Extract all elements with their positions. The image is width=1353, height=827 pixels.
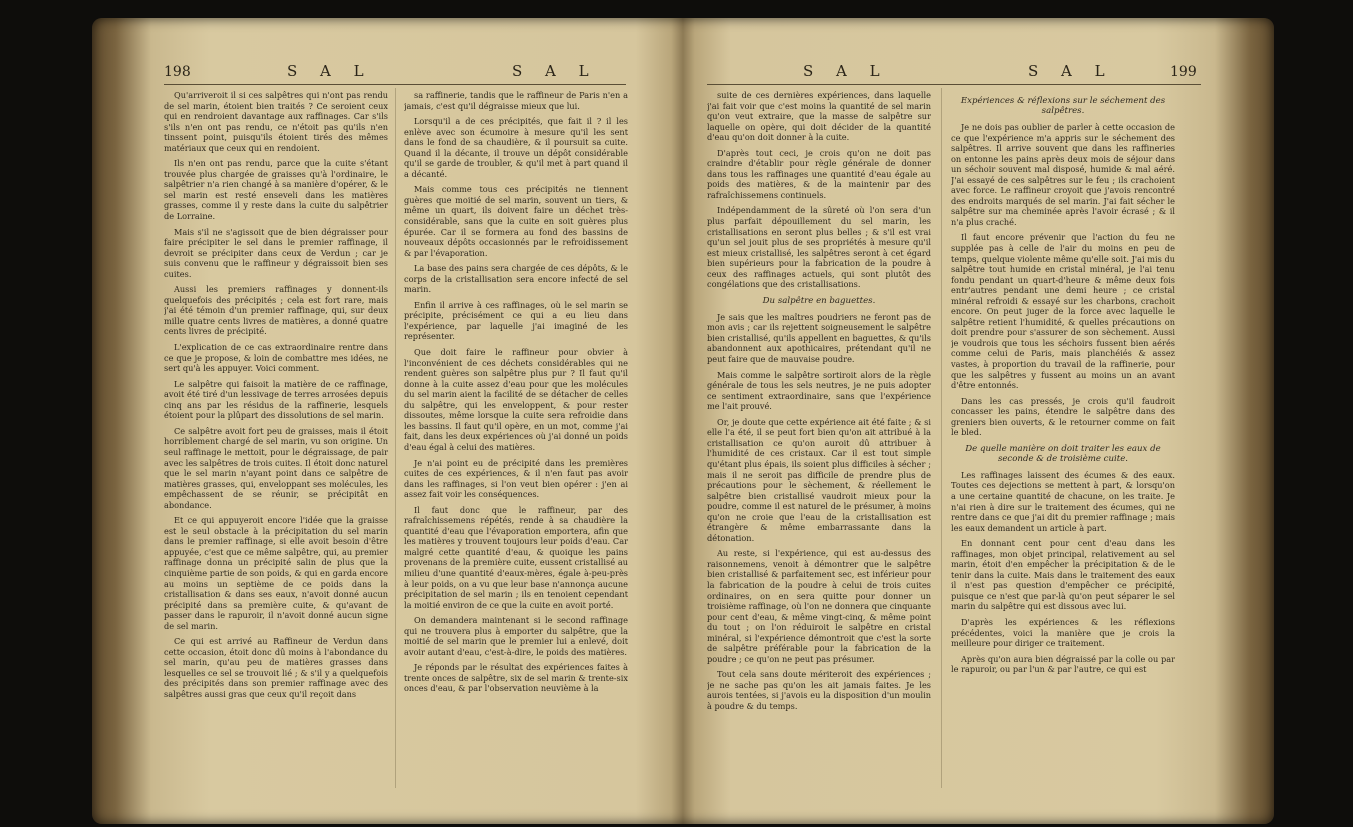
section-heading: Expériences & réflexions sur le séchement des salpêtres.: [960, 96, 1166, 116]
paragraph: D'après tout ceci, je crois qu'on ne doit pas craindre d'établir pour règle générale de donner dans tous les raffinages une quantité d'eau égale au poids des matières, & de la maintenir par des rafraîchissemens continuels.: [707, 147, 931, 200]
paragraph: Je sais que les maîtres poudriers ne feront pas de mon avis ; car ils rejettent soigneusement le salpêtre bien cristallisé, qu'ils appellent en baguettes, & qu'ils abandonnent aux apothicaires, prétendant qu'il ne peut faire que de mauvaise poudre.: [707, 311, 931, 365]
paragraph: Je ne dois pas oublier de parler à cette occasion de ce que l'expérience m'a appris sur le séchement des salpêtres. Il arrive souvent que dans les raffineries on entonne les pains après deux mois de séjour dans un séchoir souvent mal disposé, humide & mal aéré. J'ai essayé de ces salpêtres sur le feu ; ils crachoient avec force. Le raffineur croyoit que j'avois rencontré des endroits marqués de sel marin. J'ai fait sécher le salpêtre sur ma cheminée après l'avoir écrasé ; & il n'a plus craché.: [951, 122, 1175, 227]
paragraph: suite de ces dernières expériences, dans laquelle j'ai fait voir que c'est moins la quantité de sel marin qu'on veut extraire, que la masse de salpêtre sur laquelle on opère, qui doit décider de la quantité d'eau qu'on doit donner à la cuite.: [707, 90, 931, 143]
text-column: [951, 90, 1175, 790]
paragraph: Que doit faire le raffineur pour obvier à l'inconvénient de ces déchets considérables qui ne rendent guères son salpêtre plus pur ? Il faut qu'il donne à la cuite assez d'eau pour que les molécules du sel marin aient la facilité de se détacher de celles du salpêtre, qui les enveloppent, & pour rester dissoutes, même lorsque la cuite sera refroidie dans les bassins. Il faut qu'il opère, en un mot, comme j'ai fait, dans les deux expériences où j'ai donné un poids d'eau égal à celui des matières.: [404, 347, 628, 452]
text-column: [164, 90, 388, 790]
running-head: S A L: [287, 62, 373, 80]
column-divider: [395, 88, 396, 788]
paragraph: Mais s'il ne s'agissoit que de bien dégraisser pour faire précipiter le sel dans le premier raffinage, il devroit se précipiter dans ceux de Verdun ; car je suis convenu que le raffineur y dégraissoit bien ses cuites.: [164, 226, 388, 279]
paragraph: Enfin il arrive à ces raffinages, où le sel marin se précipite, précisément ce qui a eu lieu dans l'expérience, par laquelle j'ai imaginé de les représenter.: [404, 299, 628, 342]
paragraph: En donnant cent pour cent d'eau dans les raffinages, mon objet principal, relativement au sel marin, étoit d'en empêcher la précipitation & de le tenir dans la cuite. Mais dans le traitement des eaux il n'est pas question d'empêcher ce précipité, puisque ce n'est que par-là qu'on peut séparer le sel marin du salpêtre qui est dissous avec lui.: [951, 538, 1175, 612]
page-number: 199: [1170, 64, 1197, 80]
header-rule: [164, 84, 626, 85]
paragraph: Je n'ai point eu de précipité dans les premières cuites de ces expériences, & il n'en faut pas avoir dans les raffinages, si l'on veut bien opérer : j'en ai assez fait voir les conséquences.: [404, 457, 628, 500]
paragraph: Indépendamment de la sûreté où l'on sera d'un plus parfait dépouillement du sel marin, les cristallisations en seront plus belles ; & s'il est vrai qu'un sel jouit plus de ses propriétés à mesure qu'il est mieux cristallisé, les salpêtres seront à cet égard bien supérieurs pour la fabrication de la poudre à ceux des raffinages actuels, qui sont plutôt des congélations que des cristallisations.: [707, 205, 931, 290]
section-heading: De quelle manière on doit traiter les eaux de seconde & de troisième cuite.: [965, 443, 1161, 464]
paragraph: Après qu'on aura bien dégraissé par la colle ou par le rapuroir, ou par l'un & par l'autre, ce qui est: [951, 653, 1175, 675]
paragraph: D'après les expériences & les réflexions précédentes, voici la manière que je crois la meilleure pour diriger ce traitement.: [951, 616, 1175, 649]
header-rule: [707, 84, 1201, 85]
column-divider: [941, 88, 942, 788]
paragraph: Au reste, si l'expérience, qui est au-dessus des raisonnemens, venoit à démontrer que le salpêtre bien cristallisé & parfaitement sec, est inférieur pour la fabrication de la poudre à celui de trois cuites ordinaires, on en sera quitte pour donner un troisième raffinage, où l'on ne donnera que cinquante pour cent d'eau, & même vingt-cinq, & même point du tout ; on l'on réduiroit le salpêtre en cristal minéral, si l'expérience démontroit que c'est la sorte de salpêtre préférable pour la fabrication de la poudre ; ce qu'on ne peut pas présumer.: [707, 548, 931, 664]
running-head: S A L: [512, 62, 598, 80]
paragraph: L'explication de ce cas extraordinaire rentre dans ce que je propose, & loin de combattre mes idées, ne sert qu'à les appuyer. Voici comment.: [164, 342, 388, 374]
paragraph: Et ce qui appuyeroit encore l'idée que la graisse est le seul obstacle à la précipitation du sel marin dans le premier raffinage, si elle avoit besoin d'être appuyée, c'est que ce même salpêtre, qui, au premier raffinage donna un précipité salin de plus que la cinquième partie de son poids, & qui en garda encore au moins un septième de ce poids dans la cristallisation & dans ses eaux, n'avoit donné aucun précipité dans sa première cuite, & qu'avant de passer dans le rapuroir, il n'avoit donné aucun signe de sel marin.: [164, 515, 388, 631]
paragraph: Aussi les premiers raffinages y donnent-ils quelquefois des précipités ; cela est fort rare, mais j'ai été témoin d'un premier raffinage, qui, sur deux mille quatre cents livres de matières, a donné quatre cents livres de précipité.: [164, 284, 388, 337]
left-page: [92, 18, 683, 824]
paragraph: On demandera maintenant si le second raffinage qui ne trouvera plus à emporter du salpêtre, que la moitié de sel marin que le premier lui a enlevé, doit avoir autant d'eau, c'est-à-dire, le poids des matières.: [404, 615, 628, 657]
paragraph: Mais comme tous ces précipités ne tiennent guères que moitié de sel marin, souvent un tiers, & même un quart, ils doivent faire un déchet très-considérable, sans que la cuite en soit guères plus épurée. Car il se formera au fond des bassins de nouveaux dépôts occasionnés par le refroidissement & par l'évaporation.: [404, 184, 628, 258]
open-book: [92, 18, 1274, 824]
paragraph: Ce qui est arrivé au Raffineur de Verdun dans cette occasion, étoit donc dû moins à l'abondance du sel marin, qu'au peu de matières grasses dans lesquelles ce sel se trouvoit lié ; & s'il y a quelquefois des précipités dans son premier raffinage avec des salpêtres aussi gras que ceux qu'il reçoit dans: [164, 636, 388, 699]
paragraph: Ils n'en ont pas rendu, parce que la cuite s'étant trouvée plus chargée de graisses qu'à l'ordinaire, le salpêtrier n'a rien changé à sa manière d'opérer, & le sel marin est resté enseveli dans les matières grasses, comme il y reste dans la cuite du salpêtrier de Lorraine.: [164, 158, 388, 222]
paragraph: Le salpêtre qui faisoit la matière de ce raffinage, avoit été tiré d'un lessivage de terres arrosées depuis cinq ans par les résidus de la raffinerie, lesquels étoient pour la plûpart des dissolutions de sel marin.: [164, 378, 388, 421]
text-column: [707, 90, 931, 790]
paragraph: La base des pains sera chargée de ces dépôts, & le corps de la cristallisation sera encore infecté de sel marin.: [404, 263, 628, 295]
paragraph: Je réponds par le résultat des expériences faites à trente onces de salpêtre, six de sel marin & trente-six onces d'eau, & par l'observation neuvième à la: [404, 662, 628, 694]
paragraph: sa raffinerie, tandis que le raffineur de Paris n'en a jamais, c'est qu'il dégraisse mieux que lui.: [404, 90, 628, 111]
section-heading: Du salpêtre en baguettes.: [762, 295, 876, 306]
paragraph: Or, je doute que cette expérience ait été faite ; & si elle l'a été, il se peut fort bien qu'on ait attribué à la cristallisation ce qu'on auroit dû attribuer à l'humidité de ces cristaux. Car il est tout simple qu'étant plus épais, ils soient plus difficiles à sécher ; mais il ne seroit pas difficile de prendre plus de précautions pour le sèchement, & réellement le salpêtre bien cristallisé vaudroit mieux pour la poudre, comme il est naturel de le présumer, à moins qu'on ne croie que l'eau de la cristallisation est étrangère & même embarrassante dans la détonation.: [707, 416, 931, 543]
running-head: S A L: [803, 62, 889, 80]
paragraph: Lorsqu'il a de ces précipités, que fait il ? il les enlève avec son écumoire à mesure qu'il les sent dans le fond de sa chaudière, & il poursuit sa cuite. Quand il la décante, il trouve un dépôt considérable qu'il se garde de troubler, & qu'il met à part quand il a décanté.: [404, 116, 628, 179]
paragraph: Il faut encore prévenir que l'action du feu ne supplée pas à celle de l'air du moins en peu de temps, quelque violente même qu'elle soit. J'ai mis du salpêtre tout humide en cristal minéral, je l'ai tenu fondu pendant un quart-d'heure & même deux fois entr'autres pendant une demi heure ; ce cristal minéral refroidi & essayé sur les charbons, crachoit encore. On peut juger de la force avec laquelle le salpêtre retient l'humidité, & quelles précautions on doit prendre pour s'assurer de son sèchement. Aussi je voudrois que tous les séchoirs fussent bien aérés comme celui de Paris, mais planchéiés & assez vastes, à proportion du travail de la raffinerie, pour que les salpêtres y fussent au moins un an avant d'être entonnés.: [951, 232, 1175, 391]
paragraph: Il faut donc que le raffineur, par des rafraîchissemens répétés, rende à sa chaudière la quantité d'eau que l'évaporation emportera, afin que les matières y trouvent toujours leur poids d'eau. Car malgré cette quantité d'eau, & quoique les pains provenans de la première cuite, eussent cristallisé au milieu d'une quantité d'eaux-mères, égale à-peu-près à leur poids, on a vu que leur base n'annonça aucune précipitation de sel marin ; ils en tenoient cependant la moitié environ de ce que la cuite en avoit porté.: [404, 504, 628, 610]
page-number: 198: [164, 64, 191, 80]
paragraph: Tout cela sans doute mériteroit des expériences ; je ne sache pas qu'on les ait jamais faites. Je les aurois tentées, si j'avois eu la disposition d'un moulin à poudre & du temps.: [707, 669, 931, 711]
paragraph: Les raffinages laissent des écumes & des eaux. Toutes ces dejections se mettent à part, & lorsqu'on a une certaine quantité de chacune, on les traite. Je n'ai rien à dire sur le traitement des écumes, qui ne rentre dans ce que j'ai dit du premier raffinage ; mais les eaux demandent un article à part.: [951, 469, 1175, 533]
paragraph: Dans les cas pressés, je crois qu'il faudroit concasser les pains, étendre le salpêtre dans des greniers bien ouverts, & le retourner comme on fait le bled.: [951, 395, 1175, 438]
right-page: [683, 18, 1274, 824]
paragraph: Mais comme le salpêtre sortiroit alors de la règle générale de tous les sels neutres, je ne puis adopter ce sentiment extraordinaire, sans que l'expérience me l'ait prouvé.: [707, 369, 931, 412]
paragraph: Qu'arriveroit il si ces salpêtres qui n'ont pas rendu de sel marin, étoient bien traités ? Ce seroient ceux qui en rendroient davantage aux raffinages. Car s'ils s'ils n'en ont pas rendu, ce n'étoit pas qu'ils n'en tinssent point, puisqu'ils étoient tirés des mêmes matériaux que ceux qui en rendoient.: [164, 90, 388, 153]
text-column: [404, 90, 628, 790]
paragraph: Ce salpêtre avoit fort peu de graisses, mais il étoit horriblement chargé de sel marin, vu son origine. Un seul raffinage le mettoit, pour le dégraissage, de pair avec les salpêtres de trois cuites. Il étoit donc naturel que le sel marin n'ayant point dans ce salpêtre de matières grasses, qui, enveloppant ses molécules, les empêchassent de se réunir, se précipitât en abondance.: [164, 425, 388, 510]
running-head: S A L: [1028, 62, 1114, 80]
